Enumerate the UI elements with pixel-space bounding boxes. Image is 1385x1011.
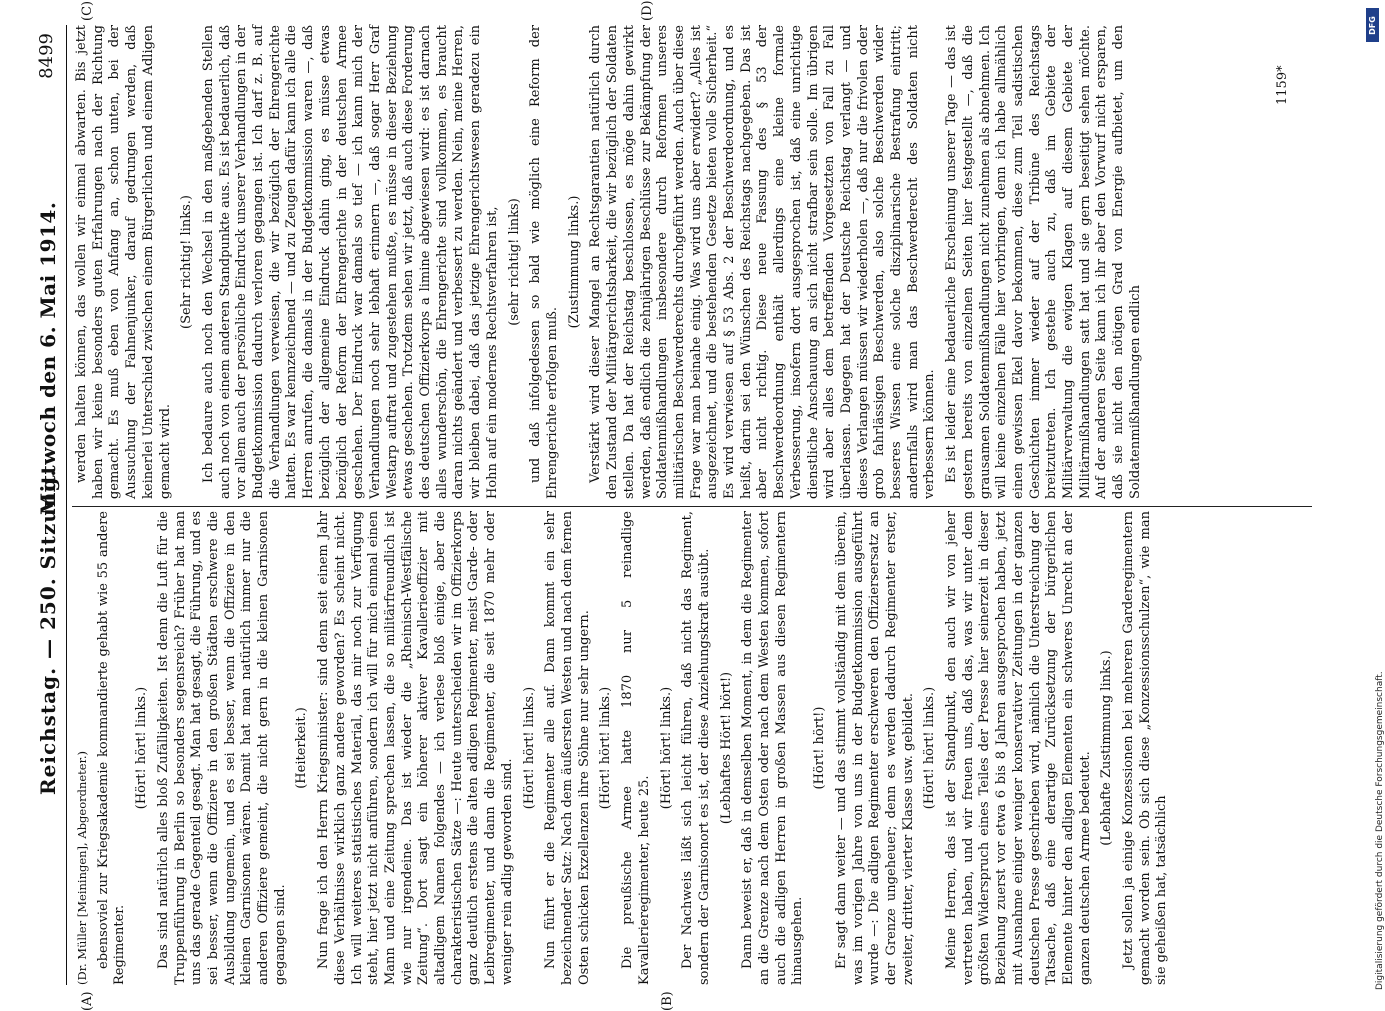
paragraph: Jetzt sollen ja einige Konzessionen bei mehreren Garderegimentern gemacht worden sein. Ob sich diese „Konzessionsschulzen“, wie man sie geheißen hat, tatsächlich [1121, 511, 1170, 985]
interjection: (Heiterkeit.) [294, 707, 310, 789]
margin-marker-b: (B) [660, 991, 675, 1011]
interjection: (Zustimmung links.) [566, 195, 582, 329]
newspaper-page [30, 0, 1320, 1011]
paragraph: ebensoviel zur Kriegsakademie kommandierte gehabt wie 55 andere Regimenter. [95, 511, 128, 985]
paragraph: Meine Herren, das ist der Standpunkt, den auch wir von jeher vertreten haben, und wir freuen uns, daß das, was wir unter dem größten Widerspruch eines Teiles der Presse hier seinerzeit in dieser Beziehung zuerst vor etwa 6 bis 8 Jahren ausgesprochen haben, jetzt mit Ausnahme einiger weniger konservativer Zeitungen in der ganzen deutschen Presse geschrieben wird, nämlich die Unterstreichung der Tatsache, daß eine derartige Zurücksetzung der bürgerlichen Elemente hinter den adligen Elementen ein schweres Unrecht an der ganzen deutschen Armee bedeutet. [944, 511, 1093, 985]
paragraph: Es ist leider eine bedauerliche Erscheinung unserer Tage — das ist gestern bereits von einzelnen Seiten hier festgestellt —, daß die grausamen Soldatenmißhandlungen nicht zunehmen als abnehmen. Ich will keine einzelnen Fälle hier vorbringen, denn ich habe allmählich einen gewissen Ekel davor bekommen, diese zum Teil sadistischen Geschichten immer wieder auf der Tribüne des Reichstags breitzutreten. Ich gestehe auch zu, daß im Gebiete der Militärverwaltung die ewigen Klagen auf diesem Gebiete der Militärmißhandlungen satt hat und sie gern beseitigt sehen möchte. Auf der anderen Seite kann ich ihr aber den Vorwurf nicht ersparen, daß sie nicht den nötigen Grad von Energie aufbietet, um den Soldatenmißhandlungen endlich [944, 25, 1143, 499]
paragraph: Ich bedaure auch noch den Wechsel in den maßgebenden Stellen auch noch von einem anderen Standpunkte aus. Es ist bedauerlich, daß vor allem auch der persönliche Eindruck unserer Verhandlungen in der Budgetkommission dadurch verloren gegangen ist. Ich darf z. B. auf die Verhandlungen verweisen, die wir bezüglich der Ehrengerichte hatten. Es war kennzeichnend — und zu Zeugen dafür kann ich alle die Herren anrufen, die damals in der Budgetkommission waren —, daß bezüglich der allgemeine Eindruck dahin ging, es müsse etwas bezüglich der Reform der Ehrengerichte in der deutschen Armee geschehen. Der Eindruck war damals so tief — ich kann mich der Verhandlungen noch sehr lebhaft erinnern —, daß sogar Herr Graf Westarp auftrat und zugestehen mußte, es müsse in dieser Beziehung etwas geschehen. Trotzdem sehen wir jetzt, daß auch diese Forderung des deutschen Offizierkorps a limine abgewiesen wird: es ist darnach alles wunderschön, die Ehrengerichte sind vollkommen, es braucht daran nichts geändert und verbessert zu werden. Nein, meine Herren, wir bleiben dabei, daß das jetzige Ehrengerichtswesen geradezu ein Hohn auf ein modernes Rechtsverfahren ist, [200, 25, 500, 499]
interjection: (Hört! hört!) [812, 706, 828, 790]
paragraph: werden halten können, das wollen wir einmal abwarten. Bis jetzt haben wir keine besonders guten Erfahrungen nach der Richtung gemacht. Es muß eben von Anfang an, schon unten, bei der Aussuchung der Fahnenjunker, darauf gedrungen werden, daß keinerlei Unterschied zwischen einem Bürgerlichen und einem Adligen gemacht wird. [74, 25, 173, 499]
page-header [30, 25, 67, 985]
interjection: (Hört! hört! links.) [134, 686, 150, 810]
header-session: Reichstag. — 250. Sitzung. [36, 468, 60, 795]
margin-marker-c: (C) [80, 0, 95, 21]
margin-marker-a: (A) [80, 991, 95, 1011]
paragraph: Verstärkt wird dieser Mangel an Rechtsgarantien natürlich durch den Zustand der Militärgerichtsbarkeit, die wir bezüglich der Soldaten stellen. Da hat der Reichstag beschlossen, es möge dahin gewirkt werden, daß endlich die zehnjährigen Beschlüsse zur Bekämpfung der Soldatenmißhandlungen insbesondere durch Reformen unseres militärischen Beschwerderechts durchgeführt werden. Auch über diese Frage war man beinahe einig. Was wird uns aber erwidert? „Alles ist ausgezeichnet, und die bestehenden Gesetze bieten volle Sicherheit.“ Es wird verwiesen auf § 53 Abs. 2 der Beschwerdeordnung, und es heißt, darin sei den Wünschen des Reichstags nachgegeben. Das ist aber nicht richtig. Diese neue Fassung des § 53 der Beschwerdeordnung enthält allerdings eine kleine formale Verbesserung, insofern dort ausgesprochen ist, daß eine unrichtige dienstliche Anschauung an sich nicht strafbar sein solle. Im übrigen wird aber alles dem betreffenden Vorgesetzten von Fall zu Fall überlassen. Dagegen hat der Deutsche Reichstag verlangt — und dieses Verlangen müssen wir wiederholen —, daß nur die frivolen oder grob fahrlässigen Beschwerden, also solche Beschwerden wider besseres Wissen eine solche disziplinarische Bestrafung eintritt; andernfalls wird man das Beschwerderecht des Soldaten nicht verbessern können. [588, 25, 938, 499]
interjection: (Hört! hört! links.) [922, 686, 938, 810]
paragraph: Nun frage ich den Herrn Kriegsminister: sind denn seit einem Jahr diese Verhältnisse wirklich ganz andere geworden? Es scheint nicht. Ich will weiteres statistisches Material, das mir noch zur Verfügung steht, hier jetzt nicht anführen, sondern ich will für mich einmal einen Mann und eine Zeitung sprechen lassen, die so militärfreundlich ist wie nur irgendeine. Das ist wieder die „Rheinisch-Westfälische Zeitung“. Dort sagt ein höherer aktiver Kavallerieoffizier mit altadligem Namen folgendes — ich verlese bloß einige, aber die charakteristischen Sätze —: Heute unterscheiden wir im Offizierkorps ganz deutlich erstens die alten adligen Regimenter, meist Garde- oder Leibregimenter, und dann die Regimenter, die seit 1870 mehr oder weniger rein adlig geworden sind. [316, 511, 515, 985]
paragraph: und daß infolgedessen so bald wie möglich eine Reform der Ehrengerichte erfolgen muß. [528, 25, 560, 499]
digitization-credit: Digitalisierung gefördert durch die Deutsche Forschungsgemeinschaft. [1375, 671, 1385, 990]
paragraph: Der Nachweis läßt sich leicht führen, daß nicht das Regiment, sondern der Garnisonort es ist, der diese Anziehungskraft ausübt. [680, 511, 712, 985]
paragraph: Das sind natürlich alles bloß Zufälligkeiten. Ist denn die Luft für die Truppenführung in Berlin so besonders segensreich? Früher hat man uns das gerade Gegenteil gesagt. Man hat gesagt, die Führung, und es sei besser, wenn die Offiziere in den großen Städten erschwere die Ausbildung ungemein, und es sei besser, wenn die Offiziere in den kleinen Garnisonen wären. Damit hat man natürlich immer nur die anderen Offiziere gemeint, die nicht gern in die kleinen Garnisonen gegangen sind. [155, 511, 288, 985]
paragraph: Er sagt dann weiter — und das stimmt vollständig mit dem überein, was im vorigen Jahre von uns in der Budgetkommission ausgeführt wurde —: Die adligen Regimenter erschweren den Offiziersersatz an der Grenze ungeheuer; denn es werden dadurch Regimenter erster, zweiter, dritter, vierter Klasse usw. gebildet. [833, 511, 916, 985]
interjection: (Lebhafte Zustimmung links.) [1099, 650, 1115, 846]
interjection: (Sehr richtig! links.) [179, 195, 195, 329]
footer-code: 1159* [1275, 65, 1290, 105]
right-column [74, 25, 1150, 499]
column-divider [72, 506, 1312, 507]
paragraph: Die preußische Armee hatte 1870 nur 5 reinadlige Kavallerieregimenter, heute 25. [620, 511, 652, 985]
paragraph: Dann beweist er, daß in demselben Moment, in dem die Regimenter an die Grenze nach dem Osten oder nach dem Westen kommen, sofort auch die adligen Herren in großen Massen aus diesen Regimentern hinausgehen. [740, 511, 806, 985]
interjection: (sehr richtig! links) [506, 198, 522, 326]
interjection: (Hört! hört! links.) [658, 686, 674, 810]
interjection: (Hört! hört! links.) [598, 686, 614, 810]
paragraph: (Dr. Müller [Meiningen], Abgeordneter.) [75, 751, 89, 985]
page-number: 8499 [36, 33, 57, 79]
interjection: (Lebhaftes Hört! hört!) [718, 671, 734, 825]
paragraph: Nun führt er die Regimenter alle auf. Dann kommt ein sehr bezeichnender Satz: Nach dem äußersten Westen und nach dem fernen Osten schicken Exzellenzen ihre Söhne nur sehr ungern. [543, 511, 592, 985]
header-date: Mittwoch den 6. Mai 1914. [36, 201, 60, 515]
dfg-logo-icon: DFG [1366, 8, 1379, 42]
margin-marker-d: (D) [640, 0, 655, 21]
left-column [74, 511, 1176, 985]
interjection: (Hört! hört! links.) [521, 686, 537, 810]
